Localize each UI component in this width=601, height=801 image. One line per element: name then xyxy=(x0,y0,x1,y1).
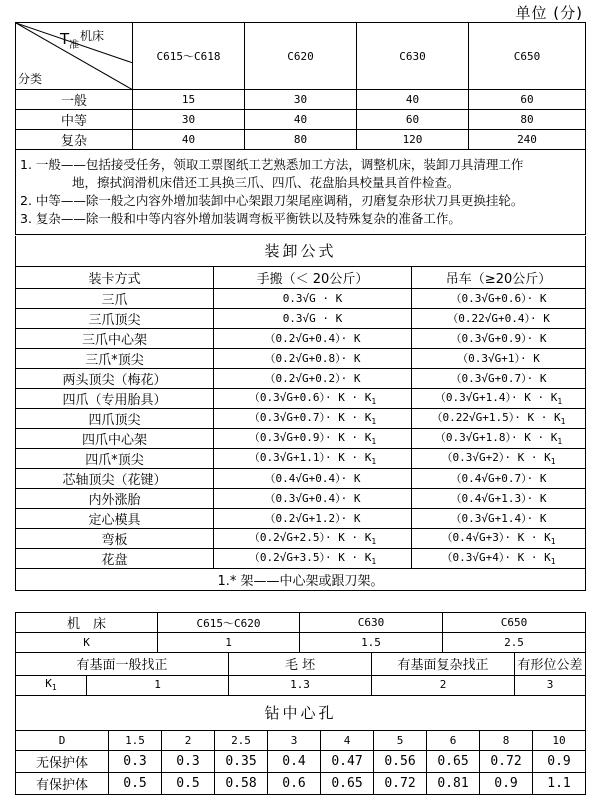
table-row xyxy=(16,130,586,150)
formula-row xyxy=(16,488,586,508)
formula-row xyxy=(16,428,586,448)
method-cell: 三爪顶尖 xyxy=(16,308,214,328)
method-cell: 定心模具 xyxy=(16,508,214,528)
crane-formula-cell: $(0.3√G+4)\cdot K \cdot K_1$ xyxy=(412,548,586,568)
loading-formula-table xyxy=(15,236,586,591)
k1-header: 有基面一般找正 xyxy=(16,653,229,675)
value-cell: 15 xyxy=(133,90,245,110)
time-value: 0.72 xyxy=(374,772,427,794)
value-cell: 40 xyxy=(357,90,469,110)
method-cell: 两头顶尖（梅花） xyxy=(16,368,214,388)
formula-row xyxy=(16,368,586,388)
table-row xyxy=(16,90,586,110)
formula-row xyxy=(16,468,586,488)
k1-value: 1.3 xyxy=(229,675,372,695)
category-label: 分类 xyxy=(18,72,43,86)
crane-formula-cell: （0.3√G+1）· K xyxy=(412,348,586,368)
machine-header: C630 xyxy=(300,613,443,633)
time-value: 0.4 xyxy=(268,750,321,772)
hand-formula-cell: $(0.3√G+0.9)\cdot K \cdot K_1$ xyxy=(214,428,412,448)
crane-formula-cell: $(0.4√G+3)\cdot K \cdot K_1$ xyxy=(412,528,586,548)
header-diagonal-cell xyxy=(16,23,133,90)
formula-row xyxy=(16,548,586,568)
method-cell: 芯轴顶尖（花键） xyxy=(16,468,214,488)
formula-row xyxy=(16,508,586,528)
time-value: 0.65 xyxy=(427,750,480,772)
d-value: 6 xyxy=(427,730,480,750)
value-cell: 40 xyxy=(245,110,357,130)
formula-row xyxy=(16,528,586,548)
crane-formula-cell: （0.3√G+0.9）· K xyxy=(412,328,586,348)
formula-row xyxy=(16,308,586,328)
method-cell: 三爪中心架 xyxy=(16,328,214,348)
d-label: D xyxy=(16,730,109,750)
value-cell: 60 xyxy=(469,90,586,110)
note-line: 地，擦拭润滑机床借还工具换三爪、四爪、花盘胎具校量具首件检查。 xyxy=(72,175,460,190)
value-cell: 240 xyxy=(469,130,586,150)
machine-header: C650 xyxy=(469,23,586,90)
k1-header: 有基面复杂找正 xyxy=(372,653,515,675)
hand-formula-cell: 0.3√G · K xyxy=(214,308,412,328)
hand-formula-cell: （0.2√G+0.4）· K xyxy=(214,328,412,348)
category-cell: 复杂 xyxy=(16,130,133,150)
unit-label: 单位 (分) xyxy=(515,4,583,22)
time-value: 0.47 xyxy=(321,750,374,772)
category-cell: 一般 xyxy=(16,90,133,110)
d-value: 3 xyxy=(268,730,321,750)
d-value: 1.5 xyxy=(109,730,162,750)
value-cell: 30 xyxy=(133,110,245,130)
crane-formula-cell: $(0.22√G+1.5)\cdot K \cdot K_1$ xyxy=(412,408,586,428)
section-title: 装卸公式 xyxy=(16,236,586,266)
time-value: 0.6 xyxy=(268,772,321,794)
time-value: 0.3 xyxy=(162,750,215,772)
note-line: 2. 中等——除一般之内容外增加装卸中心架跟刀架尾座调稍，刃磨复杂形状刀具更换挂轮。 xyxy=(20,193,524,208)
crane-formula-cell: $(0.3√G+1.4)\cdot K \cdot K_1$ xyxy=(412,388,586,408)
notes-block xyxy=(16,150,586,235)
column-header: 吊车（≥20公斤） xyxy=(412,266,586,288)
time-value: 0.3 xyxy=(109,750,162,772)
d-value: 8 xyxy=(480,730,533,750)
k1-value: 1 xyxy=(87,675,229,695)
value-cell: 80 xyxy=(469,110,586,130)
k-value: 1 xyxy=(158,633,300,653)
time-value: 0.9 xyxy=(480,772,533,794)
k1-value-table xyxy=(15,675,586,696)
time-value: 0.58 xyxy=(215,772,268,794)
d-value: 5 xyxy=(374,730,427,750)
value-cell: 30 xyxy=(245,90,357,110)
method-cell: 四爪顶尖 xyxy=(16,408,214,428)
time-value: 0.56 xyxy=(374,750,427,772)
time-value: 0.5 xyxy=(109,772,162,794)
method-cell: 花盘 xyxy=(16,548,214,568)
formula-row xyxy=(16,328,586,348)
machine-label: 机床 xyxy=(80,29,105,43)
formula-row xyxy=(16,408,586,428)
k1-value: 3 xyxy=(515,675,586,695)
time-value: 0.65 xyxy=(321,772,374,794)
hand-formula-cell: （0.3√G+0.4）· K xyxy=(214,488,412,508)
value-cell: 40 xyxy=(133,130,245,150)
d-value: 10 xyxy=(533,730,586,750)
value-cell: 120 xyxy=(357,130,469,150)
hand-formula-cell: 0.3√G · K xyxy=(214,288,412,308)
d-value: 4 xyxy=(321,730,374,750)
method-cell: 弯板 xyxy=(16,528,214,548)
t-label: $T_准$ xyxy=(60,30,80,51)
d-value: 2 xyxy=(162,730,215,750)
d-value: 2.5 xyxy=(215,730,268,750)
center-drilling-table xyxy=(15,695,586,795)
crane-formula-cell: （0.4√G+0.7）· K xyxy=(412,468,586,488)
crane-formula-cell: $(0.3√G+2)\cdot K \cdot K_1$ xyxy=(412,448,586,468)
preparation-time-table xyxy=(15,22,586,235)
k-value: 2.5 xyxy=(443,633,586,653)
method-cell: 四爪中心架 xyxy=(16,428,214,448)
formula-row xyxy=(16,388,586,408)
k1-header: 有形位公差 xyxy=(515,653,586,675)
crane-formula-cell: $(0.3√G+1.8)\cdot K \cdot K_1$ xyxy=(412,428,586,448)
time-value: 0.9 xyxy=(533,750,586,772)
hand-formula-cell: （0.2√G+0.2）· K xyxy=(214,368,412,388)
k1-label: $K_1$ xyxy=(16,675,87,695)
crane-formula-cell: （0.3√G+1.4）· K xyxy=(412,508,586,528)
hand-formula-cell: （0.2√G+1.2）· K xyxy=(214,508,412,528)
note-line: 1. 一般——包括接受任务，领取工票图纸工艺熟悉加工方法，调整机床，装卸刀具清理工作 xyxy=(20,157,524,172)
time-value: 0.5 xyxy=(162,772,215,794)
table-row xyxy=(16,110,586,130)
formula-row xyxy=(16,448,586,468)
footnote: 1.* 架——中心架或跟刀架。 xyxy=(16,568,586,590)
section-title: 钻中心孔 xyxy=(16,695,586,730)
crane-formula-cell: （0.3√G+0.7）· K xyxy=(412,368,586,388)
crane-formula-cell: （0.3√G+0.6）· K xyxy=(412,288,586,308)
category-cell: 中等 xyxy=(16,110,133,130)
hand-formula-cell: （0.2√G+0.8）· K xyxy=(214,348,412,368)
machine-header: C650 xyxy=(443,613,586,633)
machine-label: 机 床 xyxy=(16,613,158,633)
method-cell: 三爪 xyxy=(16,288,214,308)
method-cell: 三爪*顶尖 xyxy=(16,348,214,368)
note-line: 3. 复杂——除一般和中等内容外增加装调弯板平衡铁以及特殊复杂的准备工作。 xyxy=(20,211,461,226)
machine-header: C615～C620 xyxy=(158,613,300,633)
column-header: 手搬（＜ 20公斤） xyxy=(214,266,412,288)
formula-row xyxy=(16,348,586,368)
method-cell: 四爪（专用胎具） xyxy=(16,388,214,408)
time-value: 0.35 xyxy=(215,750,268,772)
machine-header: C615～C618 xyxy=(133,23,245,90)
row-label: 有保护体 xyxy=(16,772,109,794)
hand-formula-cell: $(0.2√G+2.5)\cdot K \cdot K_1$ xyxy=(214,528,412,548)
formula-row xyxy=(16,288,586,308)
column-header: 装卡方式 xyxy=(16,266,214,288)
k-label: K xyxy=(16,633,158,653)
method-cell: 内外涨胎 xyxy=(16,488,214,508)
time-value: 0.81 xyxy=(427,772,480,794)
crane-formula-cell: （0.22√G+0.4）· K xyxy=(412,308,586,328)
hand-formula-cell: $(0.3√G+0.6)\cdot K \cdot K_1$ xyxy=(214,388,412,408)
row-label: 无保护体 xyxy=(16,750,109,772)
k1-header: 毛 坯 xyxy=(229,653,372,675)
value-cell: 80 xyxy=(245,130,357,150)
hand-formula-cell: $(0.2√G+3.5)\cdot K \cdot K_1$ xyxy=(214,548,412,568)
hand-formula-cell: $(0.3√G+1.1)\cdot K \cdot K_1$ xyxy=(214,448,412,468)
k1-factor-table xyxy=(15,653,586,676)
crane-formula-cell: （0.4√G+1.3）· K xyxy=(412,488,586,508)
k-factor-table xyxy=(15,612,586,653)
value-cell: 60 xyxy=(357,110,469,130)
method-cell: 四爪*顶尖 xyxy=(16,448,214,468)
hand-formula-cell: $(0.3√G+0.7)\cdot K \cdot K_1$ xyxy=(214,408,412,428)
hand-formula-cell: （0.4√G+0.4）· K xyxy=(214,468,412,488)
time-value: 1.1 xyxy=(533,772,586,794)
machine-header: C630 xyxy=(357,23,469,90)
k1-value: 2 xyxy=(372,675,515,695)
k-value: 1.5 xyxy=(300,633,443,653)
time-value: 0.72 xyxy=(480,750,533,772)
machine-header: C620 xyxy=(245,23,357,90)
